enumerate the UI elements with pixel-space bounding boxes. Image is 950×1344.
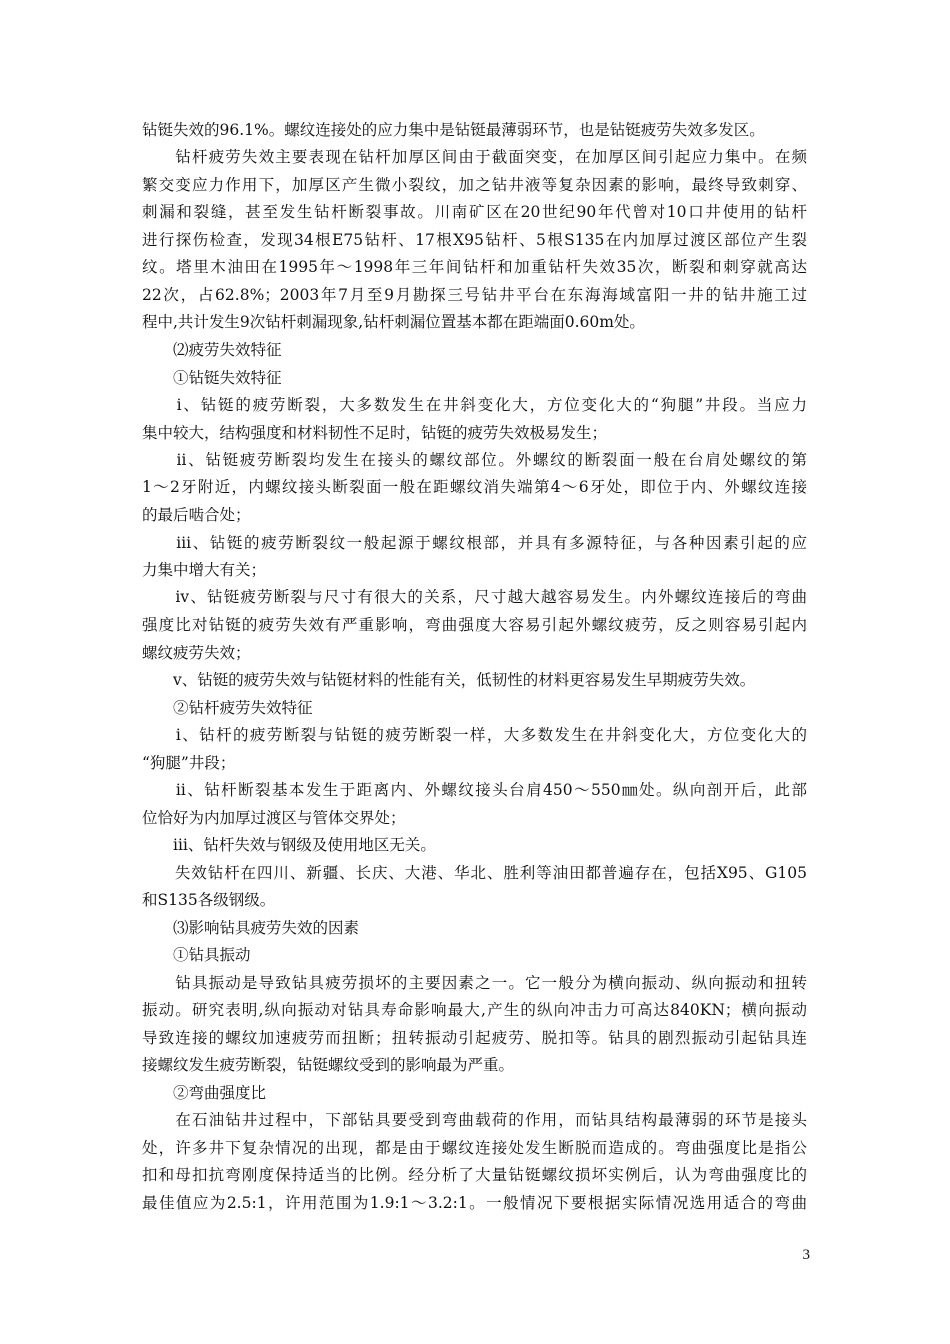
text-line: 在石油钻井过程中，下部钻具要受到弯曲载荷的作用，而钻具结构最薄弱的环节是接头	[142, 1111, 807, 1129]
subsection-heading: ②弯曲强度比	[142, 1084, 267, 1102]
text-line: 位恰好为内加厚过渡区与管体交界处；	[142, 809, 406, 827]
subsection-heading: ①钻铤失效特征	[142, 369, 282, 387]
text-line: ⅴ、钻铤的疲劳失效与钻铤材料的性能有关，低韧性的材料更容易发生早期疲劳失效。	[142, 671, 756, 689]
text-line: 1～2牙附近，内螺纹接头断裂面一般在距螺纹消失端第4～6牙处，即位于内、外螺纹连接	[142, 478, 807, 496]
text-line: “狗腿”井段；	[142, 754, 236, 772]
text-line: 接螺纹发生疲劳断裂，钻铤螺纹受到的影响最为严重。	[142, 1056, 515, 1074]
text-line: 集中较大，结构强度和材料韧性不足时，钻铤的疲劳失效极易发生；	[142, 424, 608, 442]
text-line: ⅲ、钻杆失效与钢级及使用地区无关。	[142, 836, 436, 854]
subsection-heading: ①钻具振动	[142, 946, 251, 964]
text-line: 力集中增大有关；	[142, 561, 267, 579]
text-line: ⅰ、钻铤的疲劳断裂，大多数发生在井斜变化大，方位变化大的“狗腿”井段。当应力	[142, 396, 807, 414]
text-line: 螺纹疲劳失效；	[142, 644, 251, 662]
section-heading: ⑵疲劳失效特征	[142, 341, 282, 359]
text-line: ⅳ、钻铤疲劳断裂与尺寸有很大的关系，尺寸越大越容易发生。内外螺纹连接后的弯曲	[142, 588, 807, 606]
text-line: 处，许多井下复杂情况的出现，都是由于螺纹连接处发生断脱而造成的。弯曲强度比是指公	[142, 1139, 807, 1157]
text-line: 22次，占62.8%；2003年7月至9月勘探三号钻井平台在东海海域富阳一井的钻井施工过	[142, 286, 807, 304]
text-line: 繁交变应力作用下，加厚区产生微小裂纹，加之钻井液等复杂因素的影响，最终导致刺穿、	[142, 176, 807, 194]
text-line: ⅰ、钻杆的疲劳断裂与钻铤的疲劳断裂一样，大多数发生在井斜变化大，方位变化大的	[142, 726, 807, 744]
text-line: 刺漏和裂缝，甚至发生钻杆断裂事故。川南矿区在20世纪90年代曾对10口井使用的钻杆	[142, 203, 807, 221]
text-line: ⅲ、钻铤的疲劳断裂纹一般起源于螺纹根部，并具有多源特征，与各种因素引起的应	[142, 534, 807, 552]
text-line: ⅱ、钻杆断裂基本发生于距离内、外螺纹接头台肩450～550㎜处。纵向剖开后，此部	[142, 781, 807, 799]
text-line: 强度比对钻铤的疲劳失效有严重影响，弯曲强度大容易引起外螺纹疲劳，反之则容易引起内	[142, 616, 807, 634]
text-line: 扣和母扣抗弯刚度保持适当的比例。经分析了大量钻铤螺纹损坏实例后，认为弯曲强度比的	[142, 1166, 807, 1184]
subsection-heading: ②钻杆疲劳失效特征	[142, 699, 313, 717]
text-line: 钻杆疲劳失效主要表现在钻杆加厚区间由于截面突变，在加厚区间引起应力集中。在频	[142, 148, 807, 166]
text-line: 导致连接的螺纹加速疲劳而扭断；扭转振动引起疲劳、脱扣等。钻具的剧烈振动引起钻具连	[142, 1029, 807, 1047]
text-line: 的最后啮合处；	[142, 506, 251, 524]
section-heading: ⑶影响钻具疲劳失效的因素	[142, 919, 360, 937]
text-line: 振动。研究表明,纵向振动对钻具寿命影响最大,产生的纵向冲击力可高达840KN；横向振动	[142, 1001, 807, 1019]
text-line: 失效钻杆在四川、新疆、长庆、大港、华北、胜利等油田都普遍存在，包括X95、G105	[142, 864, 807, 882]
text-line: 最佳值应为2.5:1，许用范围为1.9:1～3.2:1。一般情况下要根据实际情况选用适合的弯曲	[142, 1194, 807, 1212]
page-number: 3	[802, 1247, 810, 1263]
text-line: 和S135各级钢级。	[142, 891, 276, 909]
text-line: ⅱ、钻铤疲劳断裂均发生在接头的螺纹部位。外螺纹的断裂面一般在台肩处螺纹的第	[142, 451, 807, 469]
text-line: 程中,共计发生9次钻杆刺漏现象,钻杆刺漏位置基本都在距端面0.60m处。	[142, 313, 645, 331]
text-line: 钻铤失效的96.1%。螺纹连接处的应力集中是钻铤最薄弱环节，也是钻铤疲劳失效多发区。	[142, 121, 765, 139]
text-line: 纹。塔里木油田在1995年～1998年三年间钻杆和加重钻杆失效35次，断裂和刺穿就高达	[142, 258, 807, 276]
text-line: 钻具振动是导致钻具疲劳损坏的主要因素之一。它一般分为横向振动、纵向振动和扭转	[142, 974, 807, 992]
text-line: 进行探伤检查，发现34根E75钻杆、17根X95钻杆、5根S135在内加厚过渡区部位产生裂	[142, 231, 807, 249]
